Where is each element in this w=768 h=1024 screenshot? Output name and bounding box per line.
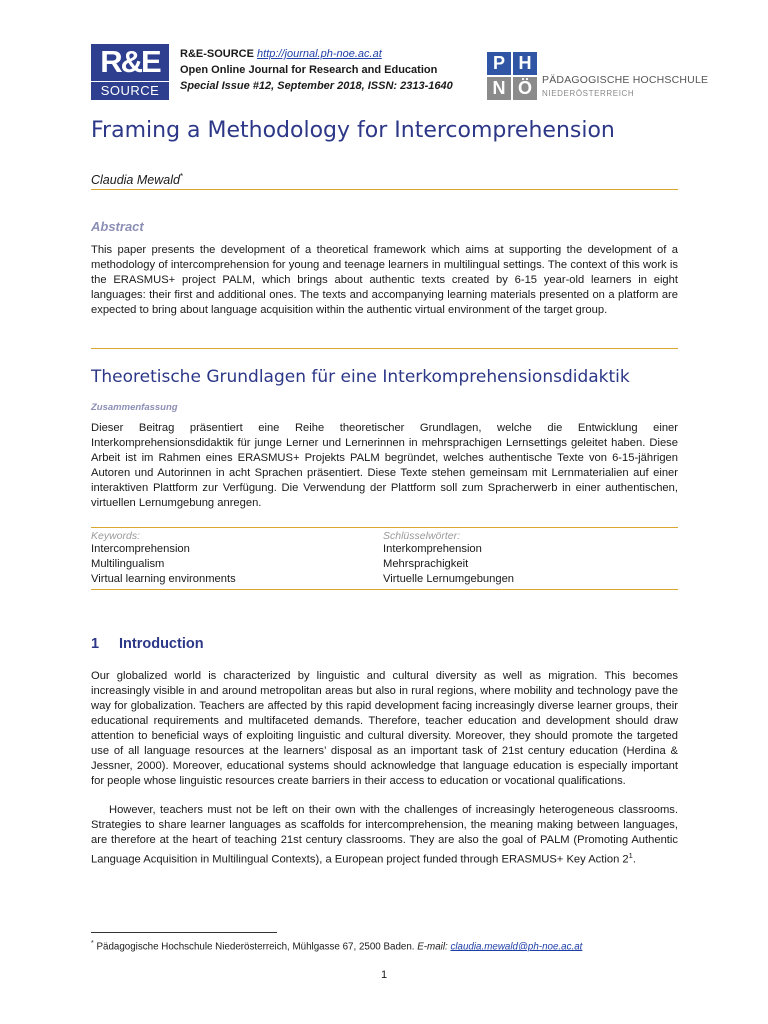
ph-letter-n: N (487, 77, 511, 100)
zusammenfassung-label: Zusammenfassung (91, 402, 178, 413)
author-email-link[interactable]: claudia.mewald@ph-noe.ac.at (450, 941, 583, 953)
paper-title: Framing a Methodology for Intercomprehension (91, 118, 615, 143)
issue-line: Special Issue #12, September 2018, ISSN: 2313-1640 (180, 80, 453, 92)
intro-paragraph-2-end: . (632, 853, 636, 866)
intro-paragraph-2-text: However, teachers must not be left on their own with the challenges of increasingly heterogeneous classrooms. Strategies to share learner languages as scaffolds for intercomprehension, the meaning making between languages, are therefore at the heart of teaching 21st century classrooms. They are also the goal of PALM (Promoting Authentic Language Acquisition in Multilingual Contexts), a European project funded through ERASMUS+ Key Action 2 (91, 804, 678, 866)
divider-keywords-bottom (91, 589, 678, 590)
keyword-en-item: Multilingualism (91, 558, 165, 570)
divider-keywords-top (91, 527, 678, 528)
re-source-logo (91, 44, 169, 100)
ph-letter-p: P (487, 52, 511, 75)
journal-header (180, 46, 453, 94)
footnote-ref-1: 1 (628, 851, 633, 860)
keyword-de-item: Virtuelle Lernumgebungen (383, 573, 515, 585)
intro-paragraph-2 (91, 803, 678, 868)
footnote-mark: * (91, 940, 94, 947)
author-name: Claudia Mewald (91, 173, 180, 188)
journal-name: R&E-SOURCE (180, 48, 254, 60)
german-title: Theoretische Grundlagen für eine Interkomprehensionsdidaktik (91, 367, 630, 387)
divider-author (91, 189, 678, 190)
journal-subtitle: Open Online Journal for Research and Education (180, 64, 438, 76)
logo-source-text: SOURCE (91, 81, 169, 100)
intro-paragraph-1: Our globalized world is characterized by linguistic and cultural diversity as well as migration. This becomes increasingly visible in and around metropolitan areas but also in rural regions, where mobility and technology pave the way for globalization. Teachers are affected by this rapid development facing increasingly diverse learner groups, their educational requirements and multifaceted demands. Therefore, teacher education and development should draw attention to beneficial ways of exploiting linguistic and cultural diversity. Moreover, they should promote the targeted use of all language resources at the learners’ disposal as an important task of 21st century education (Herdina & Jessner, 2000). Moreover, educational systems should acknowledge that language education is especially important for people whose linguistic resources create barriers in their access to education or vocational qualifications. (91, 670, 678, 787)
ph-noe-logo (487, 52, 537, 100)
footnote-rule (91, 932, 277, 933)
section-title: Introduction (119, 636, 204, 652)
keyword-de-item: Interkomprehension (383, 543, 482, 555)
journal-url-link[interactable]: http://journal.ph-noe.ac.at (257, 48, 382, 60)
zusammenfassung-text: Dieser Beitrag präsentiert eine Reihe theoretischer Grundlagen, welche die Entwicklung einer Interkomprehensionsdidaktik für junge Lerner und Lernerinnen in mehrsprachigen Lernsettings geleitet haben. Diese Arbeit ist im Rahmen eines ERASMUS+ Projekts PALM begründet, welches authentische Texte von 6-15-jährigen Autoren und Autorinnen in acht Sprachen präsentiert. Diese Texte stehen gemeinsam mit Lernmaterialien auf einer interaktiven Plattform zur Verfügung. Die Verwendung der Plattform soll zum Spracherwerb in einer authentischen, virtuellen Lernumgebung anregen. (91, 422, 678, 509)
footnote-text: Pädagogische Hochschule Niederösterreich, Mühlgasse 67, 2500 Baden. (93, 941, 418, 953)
ph-noe-name (542, 74, 708, 100)
ph-letter-h: H (513, 52, 537, 75)
ph-name-main: PÄDAGOGISCHE HOCHSCHULE (542, 74, 709, 86)
ph-name-sub: NIEDERÖSTERREICH (542, 89, 635, 98)
keywords-de (383, 530, 673, 587)
author-footnote-mark: * (179, 172, 184, 181)
ph-letter-oe: Ö (513, 77, 537, 100)
section-heading (91, 636, 204, 652)
abstract-label: Abstract (91, 219, 144, 234)
footnote (91, 940, 582, 952)
keywords-en-label: Keywords: (91, 530, 141, 542)
keywords-de-label: Schlüsselwörter: (383, 530, 461, 542)
page-number: 1 (380, 969, 388, 981)
abstract-text: This paper presents the development of a theoretical framework which aims at supporting the development of a methodology of intercomprehension for young and teenage learners in multilingual settings. The context of this work is the ERASMUS+ project PALM, which brings about authentic texts created by 6-15 year-old learners in eight languages: their first and additional ones. The texts and accompanying learning materials presented on a platform are expected to bring about language acquisition within the authentic virtual environment of the target group. (91, 244, 678, 316)
author-line (91, 172, 183, 187)
keyword-de-item: Mehrsprachigkeit (383, 558, 469, 570)
divider-abstract (91, 348, 678, 349)
logo-re-text: R&E (100, 44, 160, 79)
section-number: 1 (91, 636, 100, 652)
keyword-en-item: Virtual learning environments (91, 573, 236, 585)
keyword-en-item: Intercomprehension (91, 543, 190, 555)
keywords-en (91, 530, 371, 587)
footnote-email-label: E-mail: (417, 941, 448, 953)
